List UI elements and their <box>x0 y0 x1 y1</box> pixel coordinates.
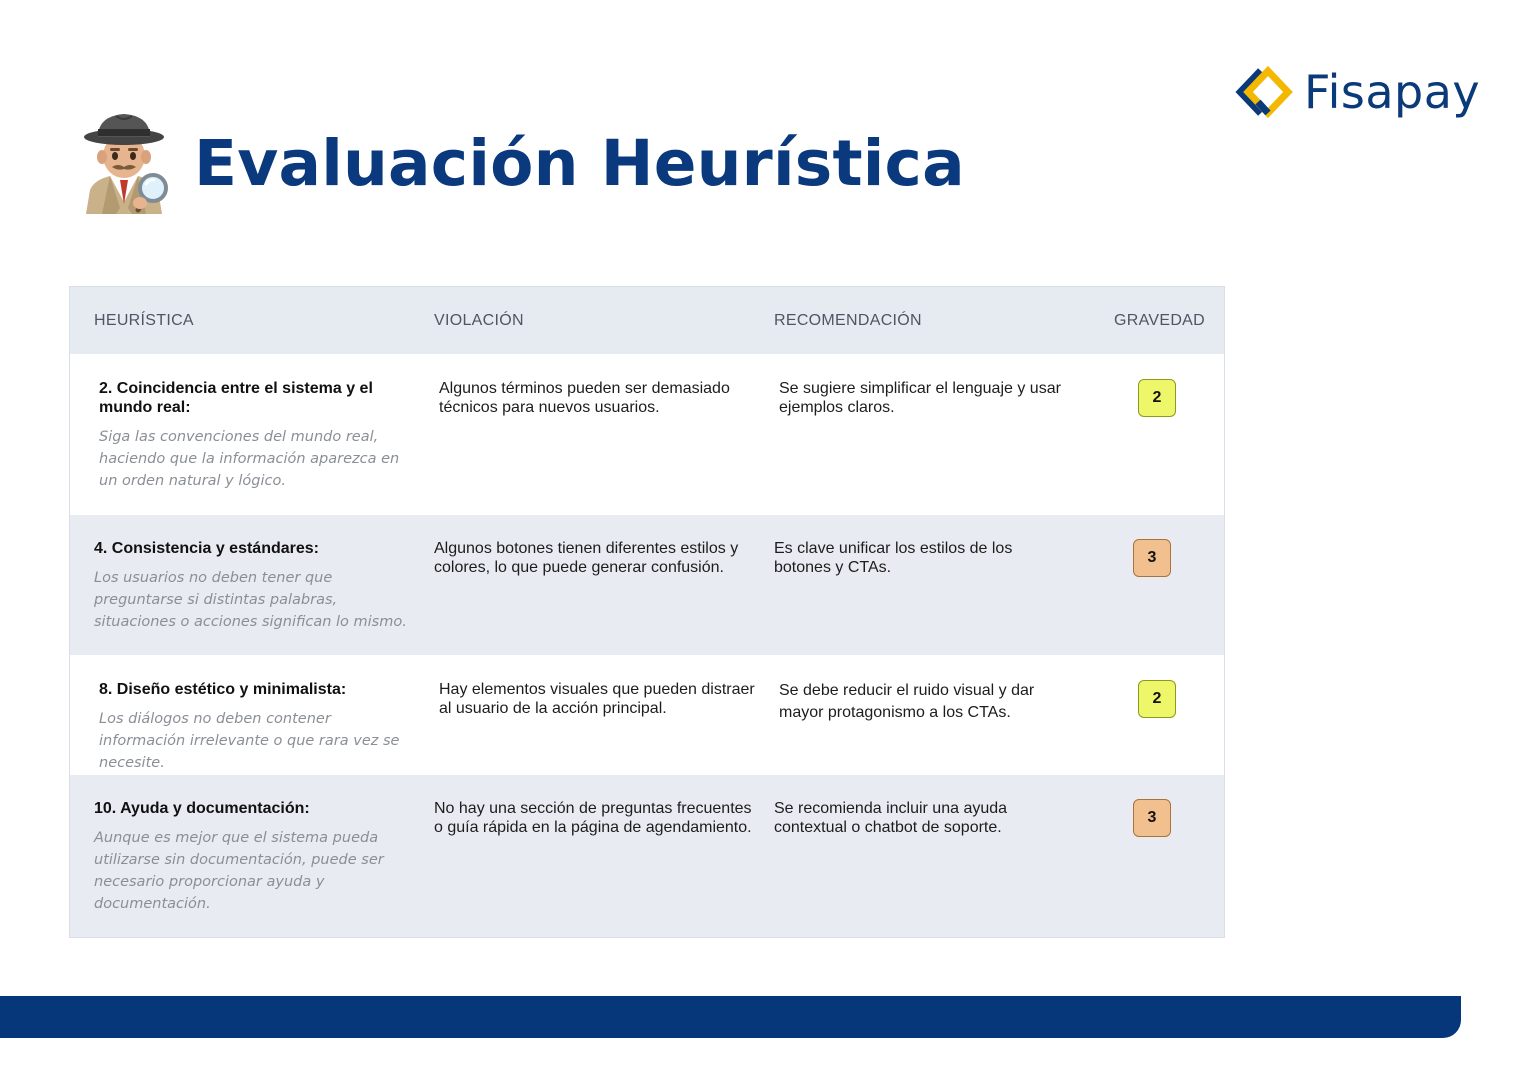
recommendation-cell: Se sugiere simplificar el lenguaje y usar ejemplos claros. <box>779 380 1061 416</box>
recommendation-cell: Es clave unificar los estilos de los botones y CTAs. <box>774 540 1013 576</box>
table-header <box>70 287 1224 354</box>
table-row <box>70 775 1224 937</box>
severity-badge: 2 <box>1138 379 1176 417</box>
heuristic-description: Los diálogos no deben contener información irrelevante o que rara vez se necesite. <box>99 711 400 771</box>
column-header-recomendacion: RECOMENDACIÓN <box>774 312 922 329</box>
heuristic-title: 8. Diseño estético y minimalista: <box>99 681 347 698</box>
fisapay-logo <box>1234 60 1480 124</box>
heuristic-cell <box>99 379 409 492</box>
severity-badge: 3 <box>1133 539 1171 577</box>
table-row <box>70 655 1224 775</box>
fisapay-logo-icon <box>1234 62 1294 122</box>
heuristic-cell <box>99 680 419 774</box>
column-header-heuristica: HEURÍSTICA <box>94 312 194 329</box>
brand-name: Fisapay <box>1304 65 1481 119</box>
violation-cell: Algunos botones tienen diferentes estilos y colores, lo que puede generar confusión. <box>434 540 739 576</box>
severity-badge: 2 <box>1138 680 1176 718</box>
heuristic-cell <box>94 799 414 915</box>
page-title: Evaluación Heurística <box>194 127 965 200</box>
violation-cell: No hay una sección de preguntas frecuentes o guía rápida en la página de agendamiento. <box>434 800 752 836</box>
detective-icon <box>76 110 172 214</box>
heuristic-description: Aunque es mejor que el sistema pueda utilizarse sin documentación, puede ser necesario proporcionar ayuda y documentación. <box>94 830 384 912</box>
heuristic-evaluation-table <box>69 286 1225 938</box>
column-header-gravedad: GRAVEDAD <box>1114 312 1206 329</box>
heuristic-cell <box>94 539 414 633</box>
column-header-violacion: VIOLACIÓN <box>434 312 524 329</box>
heuristic-description: Siga las convenciones del mundo real, haciendo que la información aparezca en un orden natural y lógico. <box>99 429 400 489</box>
severity-badge: 3 <box>1133 799 1171 837</box>
heuristic-title: 4. Consistencia y estándares: <box>94 540 319 557</box>
heuristic-title: 2. Coincidencia entre el sistema y el mundo real: <box>99 380 373 416</box>
footer-bar <box>0 996 1461 1038</box>
table-row <box>70 354 1224 515</box>
heuristic-title: 10. Ayuda y documentación: <box>94 800 310 817</box>
violation-cell: Algunos términos pueden ser demasiado técnicos para nuevos usuarios. <box>439 380 730 416</box>
heuristic-description: Los usuarios no deben tener que preguntarse si distintas palabras, situaciones o acciones significan lo mismo. <box>94 570 407 630</box>
recommendation-cell: Se debe reducir el ruido visual y dar mayor protagonismo a los CTAs. <box>779 682 1035 721</box>
violation-cell: Hay elementos visuales que pueden distraer al usuario de la acción principal. <box>439 681 755 717</box>
table-row <box>70 515 1224 655</box>
recommendation-cell: Se recomienda incluir una ayuda contextual o chatbot de soporte. <box>774 800 1008 836</box>
